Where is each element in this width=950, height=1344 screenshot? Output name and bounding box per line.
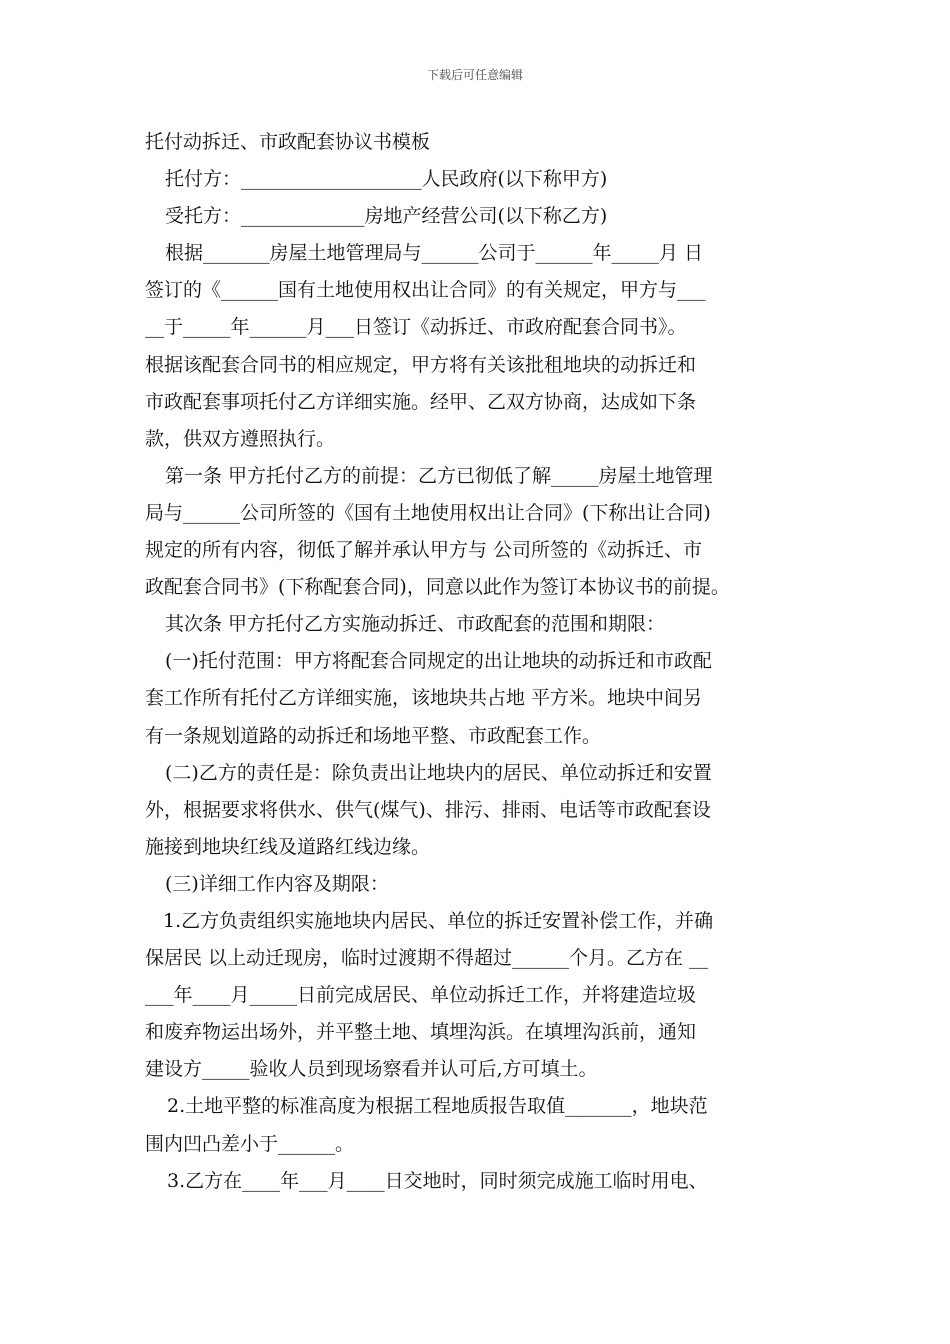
body-line: 根据_______房屋土地管理局与______公司于______年_____月 日 [165, 242, 704, 265]
document-body [145, 124, 820, 1200]
article-1-line: 第一条 甲方托付乙方的前提：乙方已彻低了解_____房屋土地管理 [165, 464, 713, 487]
body-line: 保居民 以上动迁现房，临时过渡期不得超过______个月。乙方在 __ [145, 947, 709, 970]
item-2-line: 2.土地平整的标准高度为根据工程地质报告取值_______，地块范 [167, 1095, 708, 1118]
body-line: 围内凹凸差小于______。 [145, 1132, 355, 1155]
body-line: 和废弃物运出场外，并平整土地、填埋沟浜。在填埋沟浜前，通知 [145, 1021, 697, 1044]
item-1-line: 1.乙方负责组织实施地块内居民、单位的拆迁安置补偿工作，并确 [163, 909, 714, 932]
body-line: 政配套合同书》(下称配套合同)，同意以此作为签订本协议书的前提。 [145, 576, 730, 599]
body-line: 根据该配套合同书的相应规定，甲方将有关该批租地块的动拆迁和 [145, 353, 697, 376]
article-2-line: 其次条 甲方托付乙方实施动拆迁、市政配套的范围和期限： [165, 613, 666, 636]
page-header: 下载后可任意编辑 [426, 68, 523, 82]
body-line: 施接到地块红线及道路红线边缘。 [145, 835, 431, 858]
body-line: 有一条规划道路的动拆迁和场地平整、市政配套工作。 [145, 724, 602, 747]
party-a-line: 托付方：___________________人民政府(以下称甲方) [165, 168, 608, 191]
body-line: 款，供双方遵照执行。 [145, 427, 336, 450]
body-line: 建设方_____验收人员到现场察看并认可后,方可填土。 [145, 1058, 598, 1081]
body-line: 外，根据要求将供水、供气(煤气)、排污、排雨、电话等市政配套设 [145, 798, 711, 821]
body-line: __于_____年______月___日签订《动拆迁、市政府配套合同书》。 [145, 316, 687, 339]
document-title: 托付动拆迁、市政配套协议书模板 [145, 131, 431, 153]
clause-1-line: (一)托付范围：甲方将配套合同规定的出让地块的动拆迁和市政配 [165, 650, 712, 673]
body-line: 规定的所有内容，彻低了解并承认甲方与 公司所签的《动拆迁、市 [145, 539, 703, 562]
clause-3-line: (三)详细工作内容及期限： [165, 872, 389, 895]
item-3-line: 3.乙方在____年___月____日交地时，同时须完成施工临时用电、 [167, 1169, 708, 1192]
body-line: 套工作所有托付乙方详细实施，该地块共占地 平方米。地块中间另 [145, 687, 703, 710]
clause-2-line: (二)乙方的责任是：除负责出让地块内的居民、单位动拆迁和安置 [165, 761, 712, 784]
body-line: 局与______公司所签的《国有土地使用权出让合同》(下称出让合同) [145, 501, 711, 524]
party-b-line: 受托方：_____________房地产经营公司(以下称乙方) [165, 205, 608, 228]
body-line: ___年____月_____日前完成居民、单位动拆迁工作，并将建造垃圾 [145, 984, 697, 1007]
body-line: 签订的《______国有土地使用权出让合同》的有关规定，甲方与___ [145, 279, 706, 302]
body-line: 市政配套事项托付乙方详细实施。经甲、乙双方协商，达成如下条 [145, 390, 697, 413]
